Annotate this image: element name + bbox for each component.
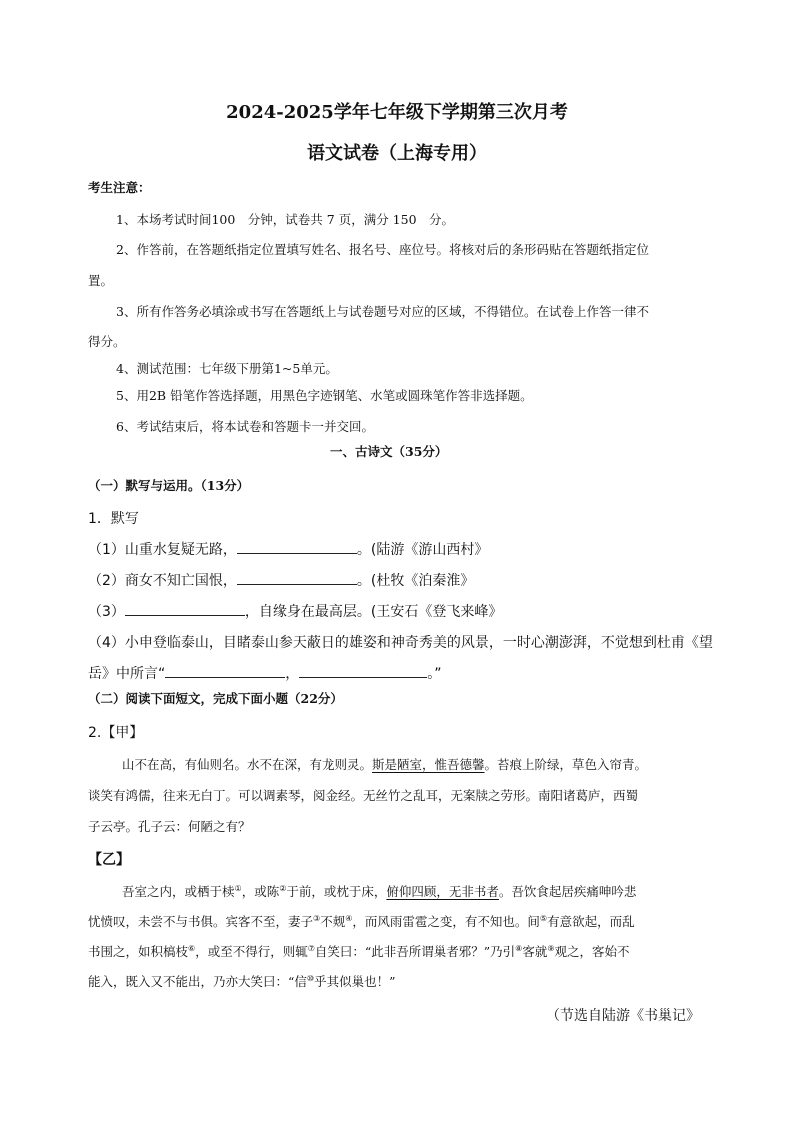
- line-text: 不觌: [320, 914, 346, 929]
- notice-heading: 考生注意：: [88, 180, 151, 195]
- line-text: ，: [285, 666, 300, 682]
- line-text: 能入，既入又不能出，乃亦大笑曰：“信: [88, 974, 307, 989]
- passage-jia-line: [122, 755, 647, 773]
- fill-line-2: [88, 570, 474, 590]
- part-heading: （一）默写与运用。（13分）: [88, 478, 250, 493]
- question-label: 2.【甲】: [88, 725, 144, 741]
- part-heading: （二）阅读下面短文，完成下面小题（22分）: [88, 691, 343, 706]
- section-heading: 一、古诗文（35分）: [330, 444, 448, 459]
- footnote-mark: ⑧: [515, 943, 523, 953]
- footnote-mark: ①: [234, 883, 242, 893]
- line-text: ，或至不得行，则辄: [195, 944, 308, 959]
- line-text: ，而风雨雷雹之变，有不知也。间: [352, 914, 540, 929]
- line-text: 书围之，如积槁枝: [88, 944, 189, 959]
- answer-blank[interactable]: [125, 601, 245, 616]
- answer-blank[interactable]: [165, 663, 285, 678]
- fill-line-4: （4）小申登临泰山，目睹泰山参天蔽日的雄姿和神奇秀美的风景，一时心潮澎湃，不觉想到杜甫《望: [88, 635, 713, 651]
- footnote-mark: ②: [279, 883, 287, 893]
- notice-item: 5、用2B 铅笔作答选择题，用黑色字迹钢笔、水笔或圆珠笔作答非选择题。: [116, 388, 533, 403]
- line-text: 观之，客始不: [554, 944, 630, 959]
- footnote-mark: ⑤: [539, 913, 548, 923]
- exam-title: 2024-2025学年七年级下学期第三次月考: [226, 102, 568, 123]
- passage-yi-line: [122, 882, 636, 900]
- notice-item: 1、本场考试时间100 分钟，试卷共 7 页，满分 150 分。: [116, 212, 455, 227]
- answer-blank[interactable]: [237, 570, 357, 585]
- passage-jia-line: 谈笑有鸿儒，往来无白丁。可以调素琴，阅金经。无丝竹之乱耳，无案牍之劳形。南阳诸葛庐，西蜀: [88, 788, 639, 803]
- fill-line-1: [88, 539, 488, 559]
- line-text: 。苔痕上阶绿，草色入帘青。: [484, 757, 648, 772]
- line-text: ，自缘身在最高层。(王安石《登飞来峰》: [244, 604, 503, 620]
- notice-item: 3、所有作答务必填涂或书写在答题纸上与试卷题号对应的区域，不得错位。在试卷上作答一律不: [116, 304, 649, 319]
- underlined-sentence: 斯是陋室，惟吾德馨: [372, 757, 485, 772]
- line-text: 有意欲起，而乱: [547, 914, 635, 929]
- line-text: 自笑曰：“此非吾所谓巢者邪？”乃引: [314, 944, 516, 959]
- notice-item: 6、考试结束后，将本试卷和答题卡一并交回。: [116, 419, 374, 434]
- line-text: （2）商女不知亡国恨，: [88, 573, 237, 589]
- footnote-mark: ⑦: [307, 943, 315, 953]
- footnote-mark: ⑥: [188, 943, 196, 953]
- line-text: 客就: [522, 944, 548, 959]
- exam-subtitle: 语文试卷（上海专用）: [307, 143, 487, 164]
- footnote-mark: ④: [345, 913, 353, 923]
- line-text: 山不在高，有仙则名。水不在深，有龙则灵。: [122, 757, 373, 772]
- line-text: 岳》中所言“: [88, 666, 166, 682]
- line-text: ，或陈: [241, 884, 280, 899]
- line-text: （1）山重水复疑无路，: [88, 542, 237, 558]
- answer-blank[interactable]: [237, 539, 357, 554]
- passage-yi-line: [88, 972, 395, 990]
- notice-item: 置。: [88, 273, 114, 288]
- fill-line-5: [88, 663, 442, 683]
- passage-yi-line: [88, 912, 635, 930]
- line-text: 忧愤叹，未尝不与书俱。宾客不至，妻子: [88, 914, 314, 929]
- passage-yi-line: [88, 942, 630, 960]
- line-text: 。(杜牧《泊秦淮》: [356, 573, 475, 589]
- notice-item: 得分。: [88, 334, 126, 349]
- line-text: 乎其似巢也！”: [314, 974, 396, 989]
- footnote-mark: ③: [313, 913, 321, 923]
- line-text: 吾室之内，或栖于椟: [122, 884, 235, 899]
- passage-source: （节选自陆游《书巢记》: [546, 1008, 700, 1024]
- question-label: 1．默写: [88, 511, 139, 527]
- line-text: 于前，或枕于床，: [286, 884, 387, 899]
- footnote-mark: ⑩: [306, 973, 315, 983]
- line-text: 。(陆游《游山西村》: [356, 542, 489, 558]
- notice-item: 2、作答前，在答题纸指定位置填写姓名、报名号、座位号。将核对后的条形码贴在答题纸指定位: [116, 242, 649, 257]
- line-text: 。吾饮食起居疾痛呻吟悲: [498, 884, 637, 899]
- passage-yi-label: 【乙】: [88, 852, 130, 868]
- underlined-sentence: 俯仰四顾，无非书者: [386, 884, 499, 899]
- line-text: （3）: [88, 604, 125, 620]
- passage-jia-line: 子云亭。孔子云：何陋之有？: [88, 819, 251, 834]
- notice-item: 4、测试范围：七年级下册第1~5单元。: [116, 361, 338, 376]
- answer-blank[interactable]: [299, 663, 427, 678]
- line-text: 。”: [427, 666, 442, 682]
- fill-line-3: [88, 601, 502, 621]
- footnote-mark: ⑨: [547, 943, 555, 953]
